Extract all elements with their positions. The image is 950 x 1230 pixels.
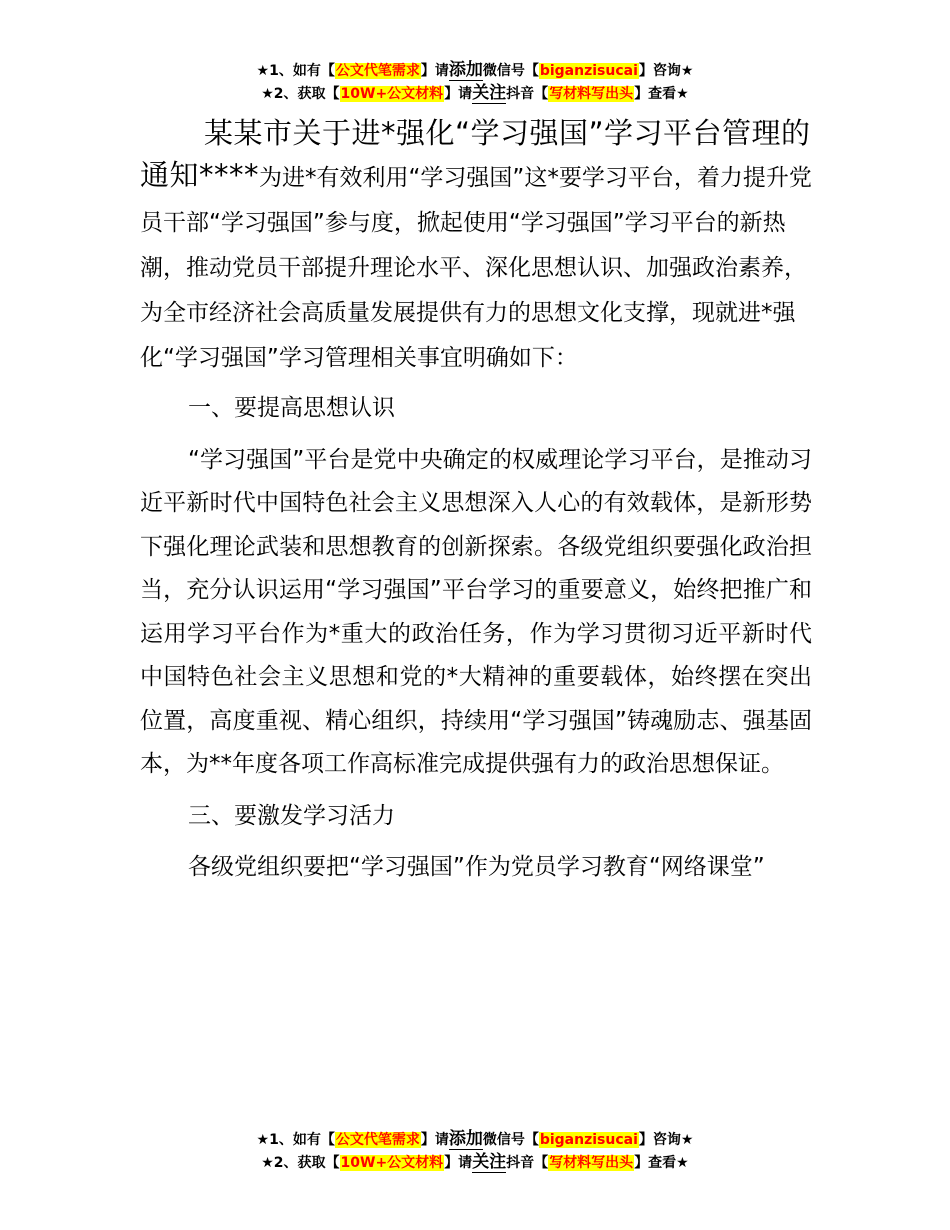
promo-line-1: ★1、如有【公文代笔需求】请添加微信号【biganzisucai】咨询★ [256, 1129, 694, 1149]
section-body-3: 各级党组织要把“学习强国”作为党员学习教育“网络课堂” [188, 854, 765, 880]
header-promo-banner [0, 59, 950, 105]
promo-line-1: ★1、如有【公文代笔需求】请添加微信号【biganzisucai】咨询★ [256, 60, 694, 80]
promo-line-2: ★2、获取【10W+公文材料】请关注抖音【写材料写出头】查看★ [261, 1152, 689, 1172]
promo-highlight-materials: 10W+公文材料 [340, 1155, 444, 1171]
document-body [140, 112, 812, 890]
promo-highlight-wechat-id: biganzisucai [539, 1132, 638, 1148]
promo-highlight-douyin-id: 写材料写出头 [549, 1155, 634, 1171]
promo-highlight-service: 公文代笔需求 [335, 63, 420, 79]
promo-highlight-douyin-id: 写材料写出头 [549, 86, 634, 102]
footer-promo-banner [0, 1128, 950, 1174]
promo-highlight-materials: 10W+公文材料 [340, 86, 444, 102]
section-body-1: “学习强国”平台是党中央确定的权威理论学习平台，是推动习近平新时代中国特色社会主义思想深入人心的有效载体，是新形势下强化理论武装和思想教育的创新探索。各级党组织要强化政治担当，充分认识运用“学习强国”平台学习的重要意义，始终把推广和运用学习平台作为*重大的政治任务，作为学习贯彻习近平新时代中国特色社会主义思想和党的*大精神的重要载体，始终摆在突出位置，高度重视、精心组织，持续用“学习强国”铸魂励志、强基固本，为**年度各项工作高标准完成提供强有力的政治思想保证。 [140, 446, 812, 777]
promo-highlight-service: 公文代笔需求 [335, 1132, 420, 1148]
document-title-and-intro [140, 112, 812, 379]
document-title: 某某市关于进*强化“学习强国”学习平台管理的通知**** [140, 116, 811, 192]
promo-highlight-wechat-id: biganzisucai [539, 63, 638, 79]
section-heading-1: 一、要提高思想认识 [188, 395, 395, 421]
section-heading-3: 三、要激发学习活力 [188, 802, 395, 829]
promo-line-2: ★2、获取【10W+公文材料】请关注抖音【写材料写出头】查看★ [261, 83, 689, 103]
intro-paragraph: 为进*有效利用“学习强国”这*要学习平台，着力提升党员干部“学习强国”参与度，掀起使用“学习强国”学习平台的新热潮，推动党员干部提升理论水平、深化思想认识、加强政治素养，为全市经济社会高质量发展提供有力的思想文化支撑，现就进*强化“学习强国”学习管理相关事宜明确如下： [140, 165, 812, 371]
